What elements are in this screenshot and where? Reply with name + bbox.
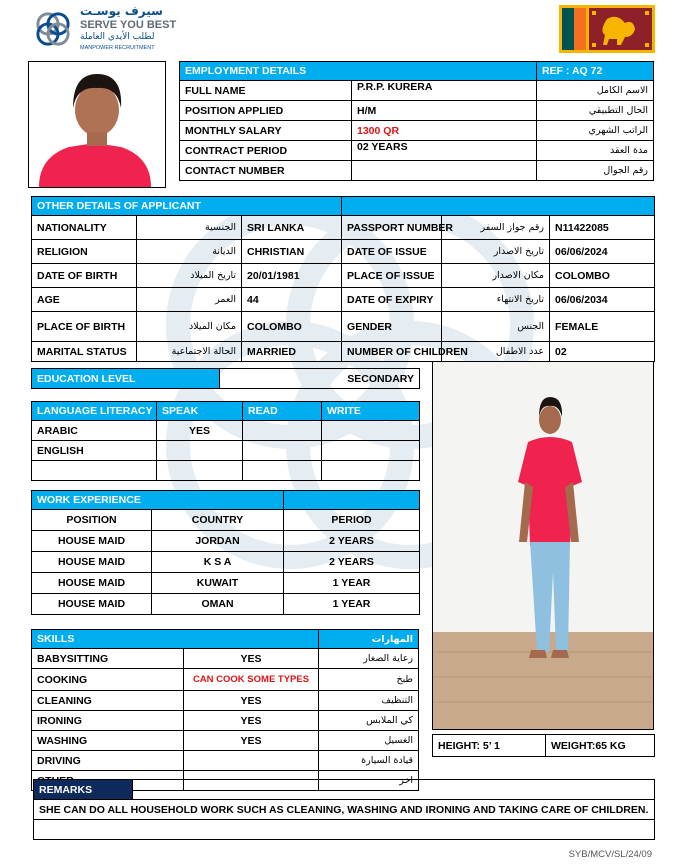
position-header: POSITION xyxy=(32,510,152,531)
age-label: AGE xyxy=(32,288,137,312)
write-header: WRITE xyxy=(322,402,420,421)
monthly-salary-label: MONTHLY SALARY xyxy=(180,121,352,141)
driving-label: DRIVING xyxy=(32,751,184,771)
contact-number-label-ar: رقم الجوال xyxy=(537,161,654,181)
age-label-ar: العمر xyxy=(137,288,242,312)
full-name-label: FULL NAME xyxy=(180,81,352,101)
nationality-label: NATIONALITY xyxy=(32,216,137,240)
position-applied-label: POSITION APPLIED xyxy=(180,101,352,121)
number-of-children-label-ar: عدد الاطفال xyxy=(442,342,550,362)
contract-period-label-ar: مدة العقد xyxy=(537,141,654,161)
washing-value: YES xyxy=(184,731,319,751)
english-write-value xyxy=(322,441,420,461)
empty-write-value xyxy=(322,461,420,481)
empty-speak-value xyxy=(157,461,243,481)
babysitting-label-ar: رعاية الصغار xyxy=(319,649,419,669)
work-row-3-position: HOUSE MAID xyxy=(32,573,152,594)
arabic-speak-value: YES xyxy=(157,421,243,441)
babysitting-value: YES xyxy=(184,649,319,669)
sri-lanka-flag-icon xyxy=(559,5,655,53)
babysitting-label: BABYSITTING xyxy=(32,649,184,669)
marital-status-label: MARITAL STATUS xyxy=(32,342,137,362)
remarks-title-filler xyxy=(133,780,655,800)
full-body-photo xyxy=(432,361,654,730)
language-literacy-table xyxy=(31,401,420,481)
ironing-value: YES xyxy=(184,711,319,731)
place-of-birth-label-ar: مكان الميلاد xyxy=(137,312,242,342)
ironing-label: IRONING xyxy=(32,711,184,731)
document-code: SYB/MCV/SL/24/09 xyxy=(568,849,652,860)
country-header: COUNTRY xyxy=(152,510,284,531)
cleaning-value: YES xyxy=(184,691,319,711)
cooking-label: COOKING xyxy=(32,669,184,691)
date-of-birth-value: 20/01/1981 xyxy=(242,264,342,288)
marital-status-value: MARRIED xyxy=(242,342,342,362)
period-header: PERIOD xyxy=(284,510,420,531)
date-of-expiry-label-ar: تاريخ الانتهاء xyxy=(442,288,550,312)
monthly-salary-label-ar: الراتب الشهري xyxy=(537,121,654,141)
work-row-1-country: JORDAN xyxy=(152,531,284,552)
passport-number-label-ar: رقم جواز السفر xyxy=(442,216,550,240)
date-of-issue-value: 06/06/2024 xyxy=(550,240,655,264)
work-row-2-country: K S A xyxy=(152,552,284,573)
work-row-2-position: HOUSE MAID xyxy=(32,552,152,573)
gender-value: FEMALE xyxy=(550,312,655,342)
gender-label: GENDER xyxy=(342,312,442,342)
brand-tagline-en: MANPOWER RECRUITMENT xyxy=(80,45,155,51)
date-of-birth-label: DATE OF BIRTH xyxy=(32,264,137,288)
date-of-birth-label-ar: تاريخ الميلاد xyxy=(137,264,242,288)
marital-status-label-ar: الحالة الاجتماعية xyxy=(137,342,242,362)
work-row-4-period: 1 YEAR xyxy=(284,594,420,615)
arabic-read-value xyxy=(243,421,322,441)
language-arabic: ARABIC xyxy=(32,421,157,441)
education-level-table xyxy=(31,368,420,389)
skills-title-ar: المهارات xyxy=(319,630,419,649)
height-value: HEIGHT: 5’ 1 xyxy=(433,735,546,757)
cleaning-label-ar: التنظيف xyxy=(319,691,419,711)
passport-number-label: PASSPORT NUMBER xyxy=(342,216,442,240)
position-applied-label-ar: الحال التطبيقي xyxy=(537,101,654,121)
number-of-children-value: 02 xyxy=(550,342,655,362)
employment-details-title: EMPLOYMENT DETAILS xyxy=(180,62,537,81)
work-experience-table xyxy=(31,490,420,615)
brand-logo-icon xyxy=(32,6,74,52)
work-row-4-country: OMAN xyxy=(152,594,284,615)
skills-table xyxy=(31,629,419,791)
speak-header: SPEAK xyxy=(157,402,243,421)
cooking-label-ar: طبخ xyxy=(319,669,419,691)
work-row-2-period: 2 YEARS xyxy=(284,552,420,573)
place-of-issue-value: COLOMBO xyxy=(550,264,655,288)
education-level-label: EDUCATION LEVEL xyxy=(32,369,220,389)
language-empty-row xyxy=(32,461,157,481)
brand-tagline-ar: لطلب الأيدي العاملة xyxy=(80,32,155,42)
date-of-issue-label: DATE OF ISSUE xyxy=(342,240,442,264)
portrait-photo xyxy=(28,61,166,188)
brand-logo xyxy=(32,4,182,56)
other-skill-label-ar: اخر xyxy=(319,771,419,791)
nationality-label-ar: الجنسية xyxy=(137,216,242,240)
employment-details-table xyxy=(179,61,654,181)
skills-title: SKILLS xyxy=(32,630,319,649)
place-of-issue-label-ar: مكان الاصدار xyxy=(442,264,550,288)
position-applied-value: H/M xyxy=(352,101,537,121)
arabic-write-value xyxy=(322,421,420,441)
contract-period-value: 02 YEARS xyxy=(352,141,537,161)
contact-number-value xyxy=(352,161,537,181)
language-english: ENGLISH xyxy=(32,441,157,461)
date-of-expiry-label: DATE OF EXPIRY xyxy=(342,288,442,312)
brand-name-en: SERVE YOU BEST xyxy=(80,19,177,31)
remarks-text: SHE CAN DO ALL HOUSEHOLD WORK SUCH AS CLEANING, WASHING AND IRONING AND TAKING CARE OF CHILDREN. xyxy=(34,800,655,820)
remarks-title: REMARKS xyxy=(34,780,133,800)
driving-value xyxy=(184,751,319,771)
religion-label: RELIGION xyxy=(32,240,137,264)
washing-label: WASHING xyxy=(32,731,184,751)
washing-label-ar: الغسيل xyxy=(319,731,419,751)
empty-read-value xyxy=(243,461,322,481)
passport-number-value: N11422085 xyxy=(550,216,655,240)
place-of-issue-label: PLACE OF ISSUE xyxy=(342,264,442,288)
remarks-table xyxy=(33,779,655,840)
english-read-value xyxy=(243,441,322,461)
other-details-title-filler xyxy=(342,197,655,216)
work-experience-title-filler xyxy=(284,491,420,510)
reference-number: REF : AQ 72 xyxy=(537,62,654,81)
religion-label-ar: الديانة xyxy=(137,240,242,264)
ironing-label-ar: كي الملابس xyxy=(319,711,419,731)
monthly-salary-value: 1300 QR xyxy=(352,121,537,141)
age-value: 44 xyxy=(242,288,342,312)
work-row-3-period: 1 YEAR xyxy=(284,573,420,594)
read-header: READ xyxy=(243,402,322,421)
full-name-label-ar: الاسم الكامل xyxy=(537,81,654,101)
work-row-1-period: 2 YEARS xyxy=(284,531,420,552)
weight-value: WEIGHT:65 KG xyxy=(546,735,655,757)
place-of-birth-label: PLACE OF BIRTH xyxy=(32,312,137,342)
place-of-birth-value: COLOMBO xyxy=(242,312,342,342)
work-experience-title: WORK EXPERIENCE xyxy=(32,491,284,510)
other-details-title: OTHER DETAILS OF APPLICANT xyxy=(32,197,342,216)
contract-period-label: CONTRACT PERIOD xyxy=(180,141,352,161)
cleaning-label: CLEANING xyxy=(32,691,184,711)
education-level-value: SECONDARY xyxy=(220,369,420,389)
religion-value: CHRISTIAN xyxy=(242,240,342,264)
full-name-value: P.R.P. KURERA xyxy=(352,81,537,101)
work-row-1-position: HOUSE MAID xyxy=(32,531,152,552)
number-of-children-label: NUMBER OF CHILDREN xyxy=(342,342,442,362)
work-row-3-country: KUWAIT xyxy=(152,573,284,594)
date-of-issue-label-ar: تاريخ الاصدار xyxy=(442,240,550,264)
gender-label-ar: الجنس xyxy=(442,312,550,342)
brand-name-ar: سيرف يوسـت xyxy=(80,4,163,18)
nationality-value: SRI LANKA xyxy=(242,216,342,240)
language-literacy-header: LANGUAGE LITERACY xyxy=(32,402,157,421)
contact-number-label: CONTACT NUMBER xyxy=(180,161,352,181)
measurements-table xyxy=(432,734,655,757)
driving-label-ar: قيادة السيارة xyxy=(319,751,419,771)
work-row-4-position: HOUSE MAID xyxy=(32,594,152,615)
remarks-empty-row xyxy=(34,820,655,840)
other-details-table xyxy=(31,196,655,362)
date-of-expiry-value: 06/06/2034 xyxy=(550,288,655,312)
cooking-value: CAN COOK SOME TYPES xyxy=(184,669,319,691)
english-speak-value xyxy=(157,441,243,461)
